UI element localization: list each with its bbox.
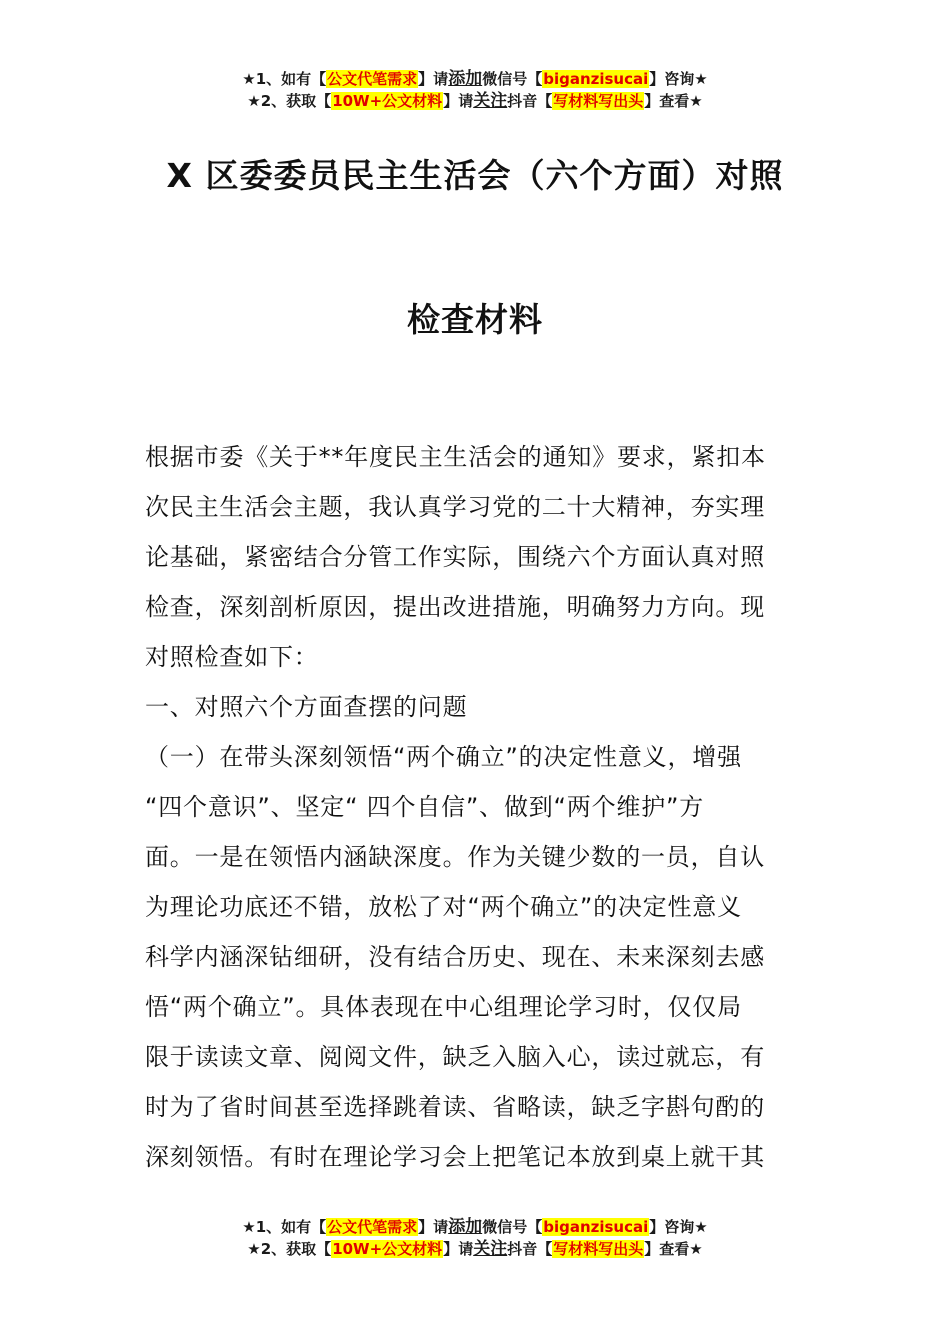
body-line: 对照检查如下：	[145, 643, 319, 671]
footer-banner	[0, 1216, 950, 1260]
highlight-service: 公文代笔需求	[327, 70, 418, 88]
highlight-wechat-id: biganzisucai	[543, 70, 649, 88]
body-line: 悟“两个确立”。具体表现在中心组理论学习时，仅仅局	[145, 993, 742, 1021]
banner-line-1: ★1、如有【公文代笔需求】请添加微信号【biganzisucai】咨询★	[242, 69, 708, 89]
underline-follow: 关注	[473, 91, 508, 111]
highlight-materials: 10W+公文材料	[332, 92, 443, 110]
underline-add: 添加	[448, 1217, 483, 1237]
underline-follow: 关注	[473, 1239, 508, 1259]
body-line: 科学内涵深钻细研，没有结合历史、现在、未来深刻去感	[145, 943, 765, 971]
body-line: （一）在带头深刻领悟“两个确立”的决定性意义，增强	[145, 743, 742, 771]
body-line: 次民主生活会主题，我认真学习党的二十大精神，夯实理	[145, 493, 765, 521]
document-title-line-1: X 区委委员民主生活会（六个方面）对照	[166, 156, 784, 195]
document-title-line-2: 检查材料	[407, 300, 543, 339]
banner-line-2: ★2、获取【10W+公文材料】请关注抖音【写材料写出头】查看★	[247, 1239, 703, 1259]
body-line: 论基础，紧密结合分管工作实际，围绕六个方面认真对照	[145, 543, 765, 571]
underline-add: 添加	[448, 69, 483, 89]
body-line: “四个意识”、坚定“ 四个自信”、做到“两个维护”方	[145, 793, 705, 821]
body-line: 面。一是在领悟内涵缺深度。作为关键少数的一员，自认	[145, 843, 765, 871]
highlight-douyin: 写材料写出头	[553, 1240, 644, 1258]
header-banner	[0, 68, 950, 112]
section-heading: 一、对照六个方面查摆的问题	[145, 693, 468, 721]
highlight-wechat-id: biganzisucai	[543, 1218, 649, 1236]
highlight-douyin: 写材料写出头	[553, 92, 644, 110]
body-line: 根据市委《关于**年度民主生活会的通知》要求，紧扣本	[145, 443, 766, 471]
highlight-service: 公文代笔需求	[327, 1218, 418, 1236]
highlight-materials: 10W+公文材料	[332, 1240, 443, 1258]
body-line: 限于读读文章、阅阅文件，缺乏入脑入心，读过就忘，有	[145, 1043, 765, 1071]
banner-line-2: ★2、获取【10W+公文材料】请关注抖音【写材料写出头】查看★	[247, 91, 703, 111]
body-line: 深刻领悟。有时在理论学习会上把笔记本放到桌上就干其	[145, 1143, 765, 1171]
body-line: 检查，深刻剖析原因，提出改进措施，明确努力方向。现	[145, 593, 765, 621]
body-line: 时为了省时间甚至选择跳着读、省略读，缺乏字斟句酌的	[145, 1093, 765, 1121]
document-body	[145, 432, 810, 1182]
body-line: 为理论功底还不错，放松了对“两个确立”的决定性意义	[145, 893, 742, 921]
banner-line-1: ★1、如有【公文代笔需求】请添加微信号【biganzisucai】咨询★	[242, 1217, 708, 1237]
